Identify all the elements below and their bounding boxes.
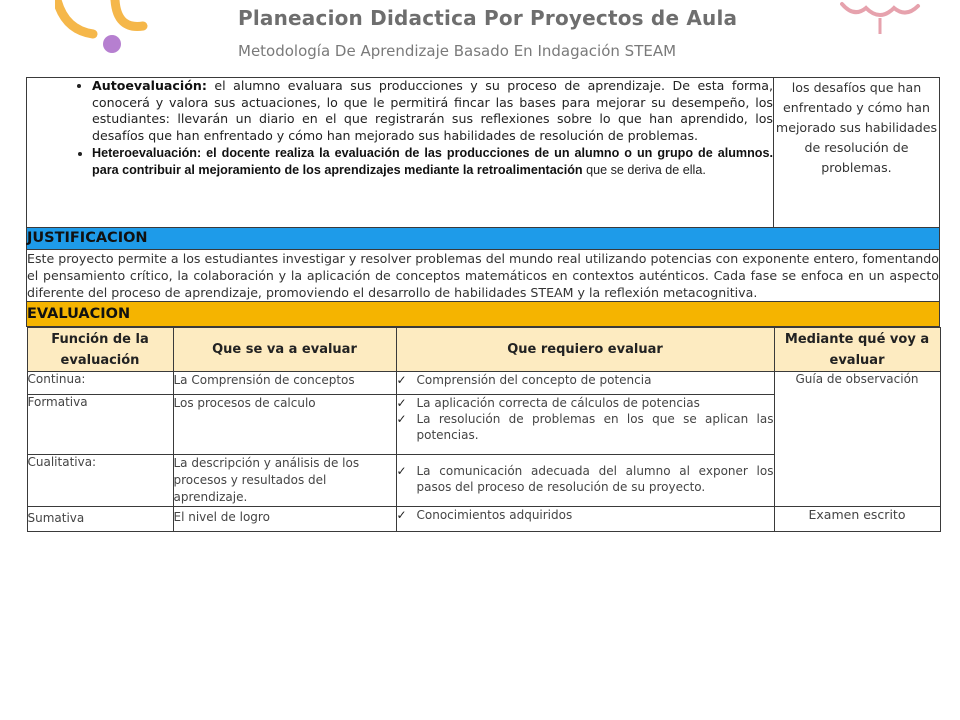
- criteria-item: La resolución de problemas en los que se aplican las potencias.: [416, 412, 774, 442]
- page-title: Planeacion Didactica Por Proyectos de Aula: [238, 6, 738, 30]
- evaluation-criteria: [396, 507, 774, 532]
- column-header-function: Función de la evaluación: [27, 328, 173, 372]
- hetero-assessment-tail: que se deriva de ella.: [582, 162, 706, 177]
- column-header-what: Que se va a evaluar: [173, 328, 396, 372]
- evaluation-criteria: [396, 455, 774, 507]
- check-icon: ✓: [396, 412, 407, 426]
- flower-logo: [840, 0, 930, 40]
- check-icon: ✓: [396, 396, 407, 410]
- hetero-assessment-label: Heteroevaluación:: [92, 145, 202, 160]
- evaluation-table: [27, 327, 941, 532]
- evaluation-object: La descripción y análisis de los procesos y resultados del aprendizaje.: [173, 455, 396, 507]
- evaluation-container: [27, 327, 940, 533]
- table-row: [27, 507, 940, 532]
- column-header-instrument: Mediante qué voy a evaluar: [774, 328, 940, 372]
- evaluation-instrument: Examen escrito: [774, 507, 940, 532]
- self-assessment-item: [92, 78, 773, 145]
- justification-text: Este proyecto permite a los estudiantes investigar y resolver problemas del mundo real utilizando potencias con exponente entero, fomentando el pensamiento crítico, la colaboración y la aplicación de conceptos matemáticos en contextos auténticos. Cada fase se enfoca en un aspecto diferente del proceso de aprendizaje, promoviendo el desarrollo de habilidades STEAM y la reflexión metacognitiva.: [27, 251, 939, 300]
- evaluation-function: Formativa: [27, 395, 173, 455]
- criteria-item: Conocimientos adquiridos: [416, 508, 573, 522]
- check-icon: ✓: [396, 508, 407, 522]
- evaluation-heading: EVALUACION: [27, 302, 940, 327]
- criteria-item: La comunicación adecuada del alumno al exponer los pasos del proceso de resolución de su proyecto.: [416, 464, 774, 494]
- self-assessment-label: Autoevaluación:: [92, 78, 207, 93]
- side-note-cell: los desafíos que han enfrentado y cómo han mejorado sus habilidades de resolución de problemas.: [774, 78, 940, 228]
- criteria-item: La aplicación correcta de cálculos de potencias: [416, 396, 700, 410]
- check-icon: ✓: [396, 464, 407, 478]
- evaluation-function: Cualitativa:: [27, 455, 173, 507]
- feedback-term: retroalimentación: [476, 162, 583, 177]
- hetero-assessment-text: el docente realiza la evaluación de las producciones de un alumno o un grupo de alumnos. para contribuir al mejoramiento de los aprendizajes mediante la: [92, 145, 773, 177]
- page-subtitle: Metodología De Aprendizaje Basado En Indagación STEAM: [238, 42, 677, 60]
- sun-person-logo: [55, 0, 165, 70]
- check-icon: ✓: [396, 373, 407, 387]
- hetero-assessment-item: [92, 145, 773, 178]
- column-header-criteria: Que requiero evaluar: [396, 328, 774, 372]
- evaluation-object: Los procesos de calculo: [173, 395, 396, 455]
- planning-table: [26, 77, 940, 532]
- self-assessment-text: el alumno evaluara sus producciones y su proceso de aprendizaje. De esta forma, conocerá y valora sus actuaciones, lo que le permitirá fincar las bases para mejorar su desempeño, los estudiantes: llevarán un diario en el que registrarán sus reflexiones sobre lo que han aprendido, los desafíos que han enfrentado y cómo han mejorado sus habilidades de resolución de problemas.: [92, 78, 773, 144]
- justification-heading: JUSTIFICACION: [27, 228, 940, 250]
- evaluation-function: Continua:: [27, 372, 173, 395]
- evaluation-instrument: Guía de observación: [774, 372, 940, 507]
- evaluation-object: La Comprensión de conceptos: [173, 372, 396, 395]
- criteria-item: Comprensión del concepto de potencia: [416, 373, 652, 387]
- assessment-types-cell: [27, 78, 774, 228]
- evaluation-function: Sumativa: [27, 507, 173, 532]
- table-row: [27, 372, 940, 395]
- evaluation-criteria: [396, 372, 774, 395]
- evaluation-object: El nivel de logro: [173, 507, 396, 532]
- evaluation-criteria: [396, 395, 774, 455]
